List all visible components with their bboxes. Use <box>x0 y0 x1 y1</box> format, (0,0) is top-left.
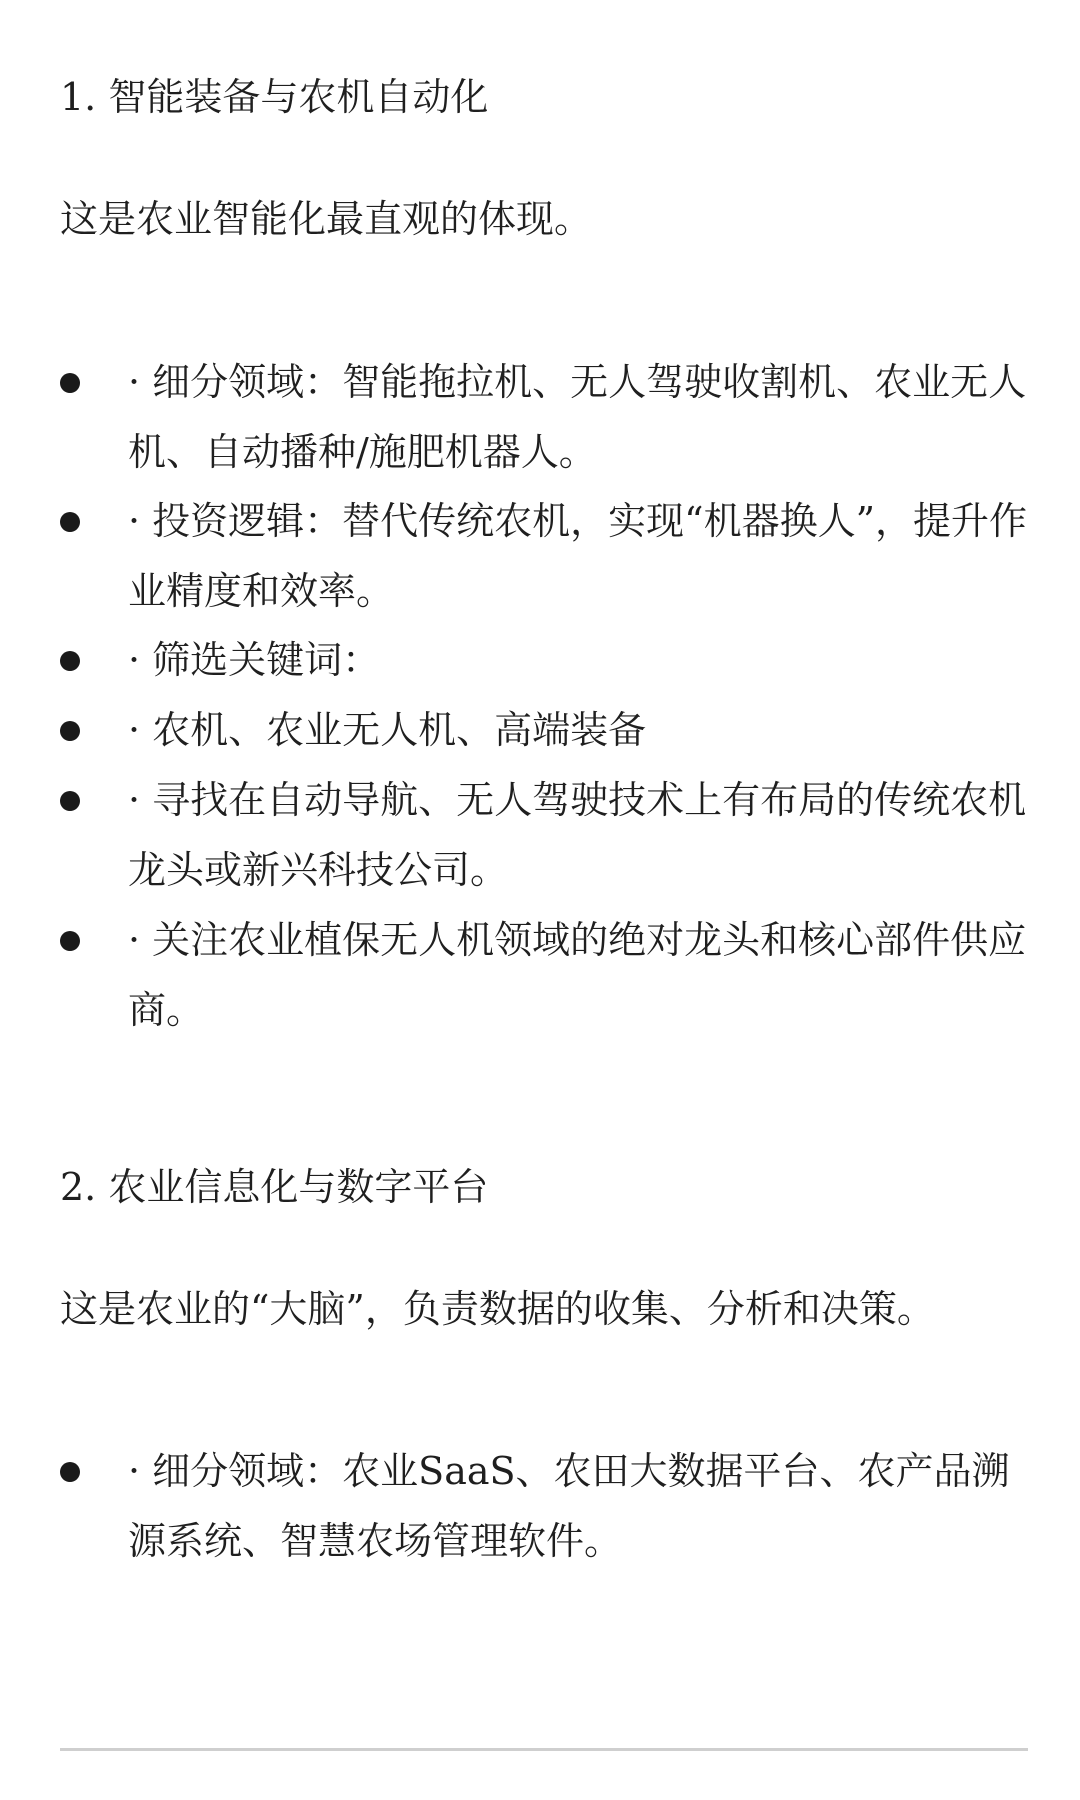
section-2-heading: 2. 农业信息化与数字平台 <box>60 1165 489 1209</box>
divider <box>60 1748 1028 1751</box>
list-item-text: · 寻找在自动导航、无人驾驶技术上有布局的传统农机龙头或新兴科技公司。 <box>128 778 1027 892</box>
bullet-dot-icon <box>60 721 80 741</box>
list-item-text: · 细分领域：农业SaaS、农田大数据平台、农产品溯源系统、智慧农场管理软件。 <box>128 1449 1010 1563</box>
bullet-dot-icon <box>60 512 80 532</box>
list-item-text: · 筛选关键词： <box>128 638 381 682</box>
list-item-text: · 农机、农业无人机、高端装备 <box>128 708 647 752</box>
bullet-dot-icon <box>60 1462 80 1482</box>
list-item-text: · 关注农业植保无人机领域的绝对龙头和核心部件供应商。 <box>128 918 1027 1032</box>
section-2-intro: 这是农业的“大脑”，负责数据的收集、分析和决策。 <box>60 1287 935 1331</box>
list-item-text: · 细分领域：智能拖拉机、无人驾驶收割机、农业无人机、自动播种/施肥机器人。 <box>128 360 1027 474</box>
section-1-heading: 1. 智能装备与农机自动化 <box>60 75 489 119</box>
bullet-dot-icon <box>60 651 80 671</box>
list-item-text: · 投资逻辑：替代传统农机，实现“机器换人”，提升作业精度和效率。 <box>128 499 1028 613</box>
section-1-intro: 这是农业智能化最直观的体现。 <box>60 197 593 241</box>
bullet-dot-icon <box>60 373 80 393</box>
bullet-dot-icon <box>60 931 80 951</box>
bullet-dot-icon <box>60 791 80 811</box>
